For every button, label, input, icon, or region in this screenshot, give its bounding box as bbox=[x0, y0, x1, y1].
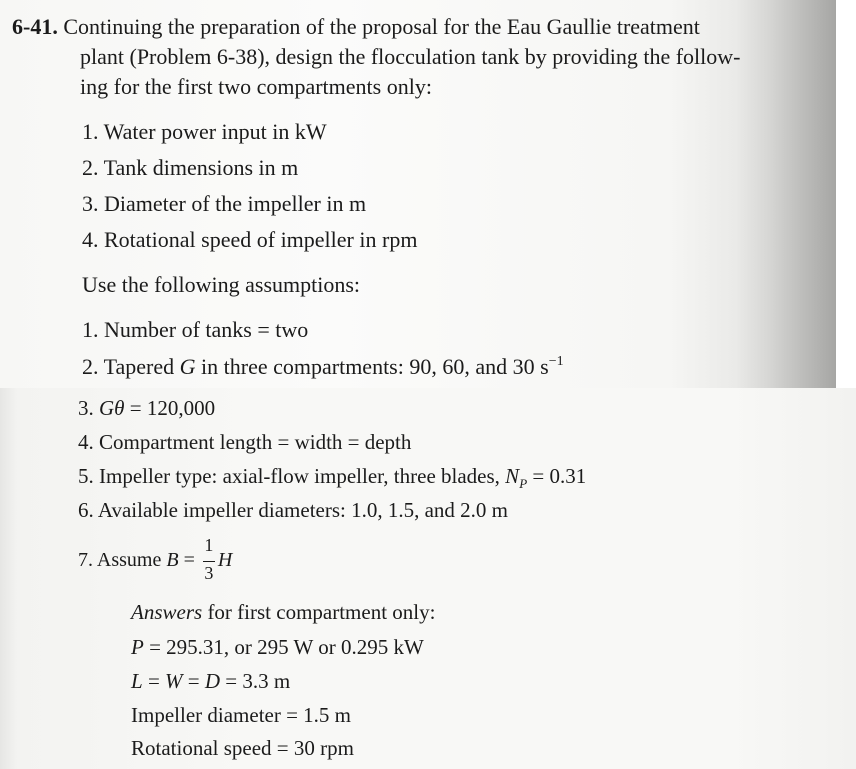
problem-number: 6-41. bbox=[12, 14, 58, 39]
deliverable-item: 1. Water power input in kW bbox=[82, 119, 327, 144]
problem-statement-line-1: 6-41. Continuing the preparation of the proposal for the Eau Gaullie treatment bbox=[12, 14, 700, 39]
answer-line: Rotational speed = 30 rpm bbox=[131, 736, 354, 760]
assumption-item: 2. Tapered G in three compartments: 90, 60, and 30 $s^{-1}$ bbox=[82, 354, 564, 379]
answer-line: L = W = D = 3.3 m bbox=[131, 669, 291, 693]
assumption-item: 6. Available impeller diameters: 1.0, 1.5, and 2.0 m bbox=[78, 498, 509, 522]
problem-statement-line-3: ing for the first two compartments only: bbox=[80, 74, 432, 99]
answer-line: Impeller diameter = 1.5 m bbox=[131, 703, 352, 727]
deliverable-item: 3. Diameter of the impeller in m bbox=[82, 191, 367, 216]
assumption-item: 1. Number of tanks = two bbox=[82, 317, 309, 342]
assumption-item: 4. Compartment length = width = depth bbox=[78, 430, 412, 454]
fraction-one-third: $\frac{1}{3}$ bbox=[204, 535, 214, 584]
assumptions-heading: Use the following assumptions: bbox=[82, 272, 361, 297]
deliverable-item: 4. Rotational speed of impeller in rpm bbox=[82, 227, 418, 252]
answers-heading: Answers for first compartment only: bbox=[131, 600, 436, 624]
assumption-item: 7. Assume B = $\frac{1}{3}$ H bbox=[78, 535, 233, 584]
assumption-item: 3. Gθ = 120,000 bbox=[78, 396, 216, 420]
assumption-item: 5. Impeller type: axial-flow impeller, three blades, $N_P = 0.31$ bbox=[78, 464, 587, 491]
problem-statement-line-2: plant (Problem 6-38), design the flocculation tank by providing the follow- bbox=[80, 44, 741, 69]
answer-line: P = 295.31, or 295 W or 0.295 kW bbox=[131, 635, 424, 659]
deliverable-item: 2. Tank dimensions in m bbox=[82, 155, 299, 180]
